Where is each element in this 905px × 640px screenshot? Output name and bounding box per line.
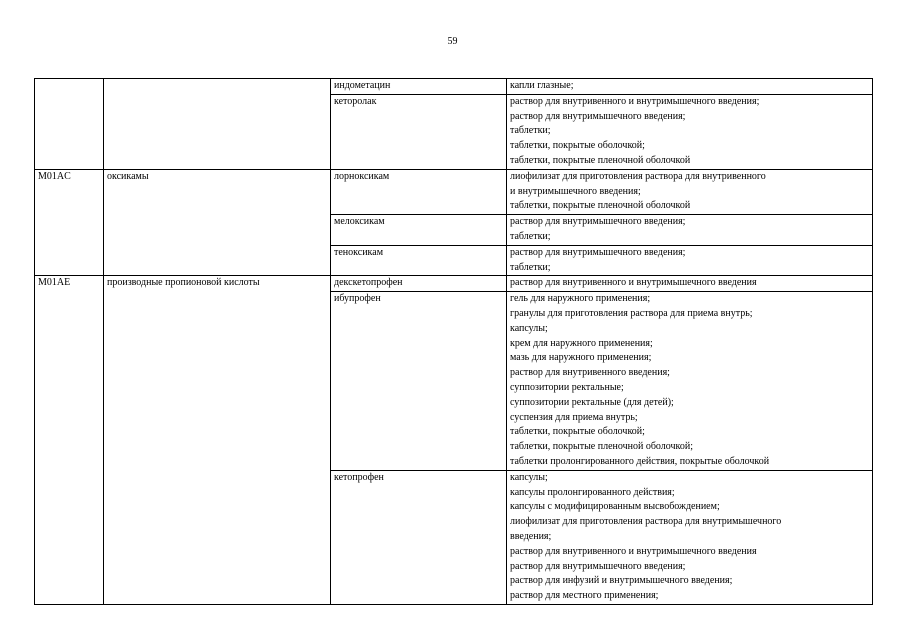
drug-group-cell: оксикамы <box>104 169 331 276</box>
drug-name-cell: индометацин <box>331 79 507 95</box>
atc-code-cell <box>35 79 104 170</box>
dosage-forms-cell: раствор для внутримышечного введения; таблетки; <box>507 215 873 246</box>
dosage-forms-cell: капли глазные; <box>507 79 873 95</box>
drug-table <box>34 78 873 605</box>
drug-name-cell: лорноксикам <box>331 169 507 214</box>
drug-name-cell: теноксикам <box>331 245 507 276</box>
page-number: 59 <box>447 36 458 47</box>
dosage-forms-cell: раствор для внутривенного и внутримышечного введения <box>507 276 873 292</box>
drug-group-cell <box>104 79 331 170</box>
drug-name-cell: кеторолак <box>331 94 507 169</box>
table-row <box>35 169 873 214</box>
dosage-forms-cell: лиофилизат для приготовления раствора для внутривенного и внутримышечного введения; таблетки, покрытые пленочной оболочкой <box>507 169 873 214</box>
atc-code-cell: M01AE <box>35 276 104 605</box>
drug-name-cell: декскетопрофен <box>331 276 507 292</box>
drug-group-cell: производные пропионовой кислоты <box>104 276 331 605</box>
table-row <box>35 276 873 292</box>
dosage-forms-cell: раствор для внутримышечного введения; таблетки; <box>507 245 873 276</box>
dosage-forms-cell: гель для наружного применения; гранулы для приготовления раствора для приема внутрь; капсулы; крем для наружного применения; мазь для наружного применения; раствор для внутривенного введения; суппозитории ректальные; суппозитории ректальные (для детей); суспензия для приема внутрь; таблетки, покрытые оболочкой; таблетки, покрытые пленочной оболочкой; таблетки пролонгированного действия, покрытые оболочкой <box>507 292 873 471</box>
table-row <box>35 79 873 95</box>
drug-name-cell: мелоксикам <box>331 215 507 246</box>
drug-name-cell: кетопрофен <box>331 470 507 604</box>
dosage-forms-cell: раствор для внутривенного и внутримышечного введения; раствор для внутримышечного введения; таблетки; таблетки, покрытые оболочкой; таблетки, покрытые пленочной оболочкой <box>507 94 873 169</box>
drug-name-cell: ибупрофен <box>331 292 507 471</box>
atc-code-cell: M01AC <box>35 169 104 276</box>
dosage-forms-cell: капсулы; капсулы пролонгированного действия; капсулы с модифицированным высвобождением; лиофилизат для приготовления раствора для внутримышечного введения; раствор для внутривенного и внутримышечного введения раствор для внутримышечного введения; раствор для инфузий и внутримышечного введения; раствор для местного применения; <box>507 470 873 604</box>
